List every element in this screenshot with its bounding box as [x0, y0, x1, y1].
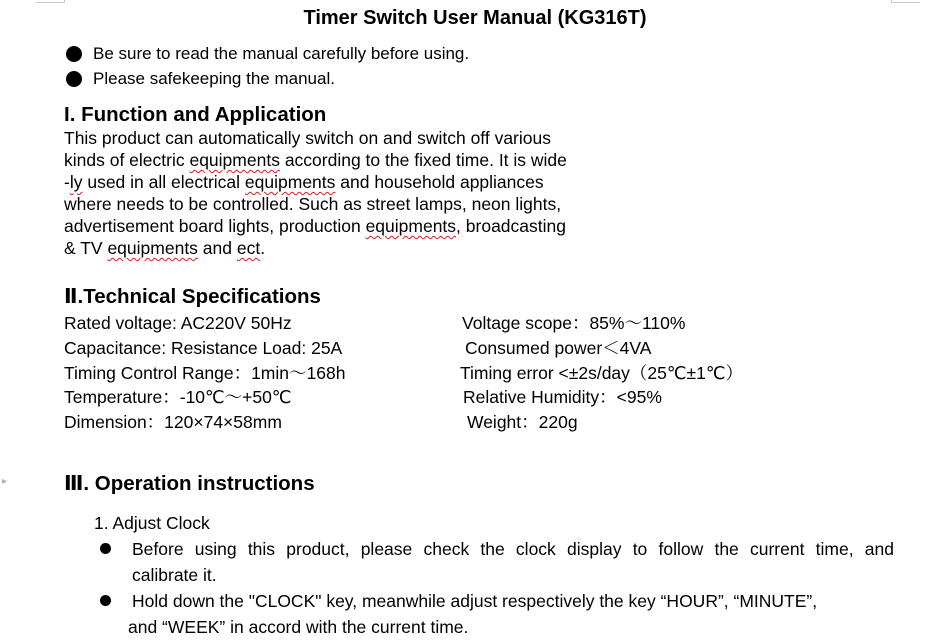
bullet-icon [100, 595, 111, 606]
text-segment: according to the fixed time. It is wide [279, 150, 567, 170]
spellcheck-word: ect [236, 238, 261, 258]
bullet-icon [66, 71, 82, 87]
spec-left: Timing Control Range：1min～168h [64, 363, 346, 383]
note-text: Be sure to read the manual carefully before using. [93, 43, 470, 63]
function-paragraph [64, 127, 634, 259]
section-heading-operation: Ⅲ. Operation instructions [64, 472, 315, 495]
spellcheck-word: equipments [365, 216, 457, 236]
text-segment: This product can automatically switch on and switch off various [64, 128, 551, 148]
spellcheck-word: equipments [107, 238, 198, 258]
section-heading-specs: Ⅱ.Technical Specifications [64, 285, 321, 308]
spec-right: Relative Humidity：<95% [463, 387, 662, 407]
spec-left: Dimension：120×74×58mm [64, 412, 282, 432]
text-segment: - [64, 172, 70, 192]
document-title: Timer Switch User Manual (KG316T) [303, 7, 647, 29]
spec-row [64, 311, 824, 335]
note-text: Please safekeeping the manual. [93, 68, 335, 88]
spellcheck-word: equipments [244, 172, 336, 192]
page-corner-mark-right [891, 0, 920, 3]
paragraph-line [64, 193, 634, 215]
paragraph-line [64, 215, 634, 237]
spec-row [64, 385, 824, 409]
paragraph-line [64, 149, 634, 171]
text-segment: & TV [64, 238, 108, 258]
spec-row [64, 410, 824, 434]
notes-list [66, 41, 469, 91]
paragraph-line [64, 237, 634, 259]
margin-collapse-arrow-icon[interactable]: ▸ [2, 476, 8, 487]
page-corner-mark-left [36, 0, 65, 3]
bullet-icon [100, 543, 111, 554]
subsection-adjust-clock: 1. Adjust Clock [94, 513, 210, 533]
spec-left: Capacitance: Resistance Load: 25A [64, 338, 343, 358]
text-segment: . [260, 238, 266, 258]
instruction-line: calibrate it. [132, 565, 217, 585]
paragraph-line [64, 127, 634, 149]
text-segment: used in all electrical [82, 172, 245, 192]
text-segment: advertisement board lights, production [64, 216, 366, 236]
instruction-line: Hold down the "CLOCK" key, meanwhile adjust respectively the key “HOUR”, “MINUTE”, [132, 591, 818, 611]
paragraph-line [64, 171, 634, 193]
text-segment: and household appliances [335, 172, 544, 192]
note-item [66, 66, 469, 91]
note-item [66, 41, 469, 66]
spec-right: Weight：220g [467, 412, 578, 432]
text-segment: kinds of electric [64, 150, 190, 170]
spec-right: Voltage scope：85%～110% [462, 313, 686, 333]
spec-left: Temperature：-10℃～+50℃ [64, 387, 292, 407]
spec-right: Consumed power＜4VA [465, 338, 652, 358]
spec-left: Rated voltage: AC220V 50Hz [64, 313, 292, 333]
spec-right: Timing error <±2s/day（25℃±1℃） [460, 363, 744, 383]
text-segment: where needs to be controlled. Such as street lamps, neon lights, [64, 194, 562, 214]
section-heading-function: I. Function and Application [64, 103, 327, 126]
text-segment: , broadcasting [456, 216, 566, 236]
spec-row [64, 336, 824, 360]
instruction-line: Before using this product, please check the clock display to follow the current time, and [132, 539, 894, 559]
text-segment: and [197, 238, 237, 258]
bullet-icon [66, 46, 82, 62]
spellcheck-word: ly [69, 172, 83, 192]
spec-row [64, 361, 824, 385]
instruction-line: and “WEEK” in accord with the current time. [128, 617, 469, 637]
spellcheck-word: equipments [189, 150, 280, 170]
